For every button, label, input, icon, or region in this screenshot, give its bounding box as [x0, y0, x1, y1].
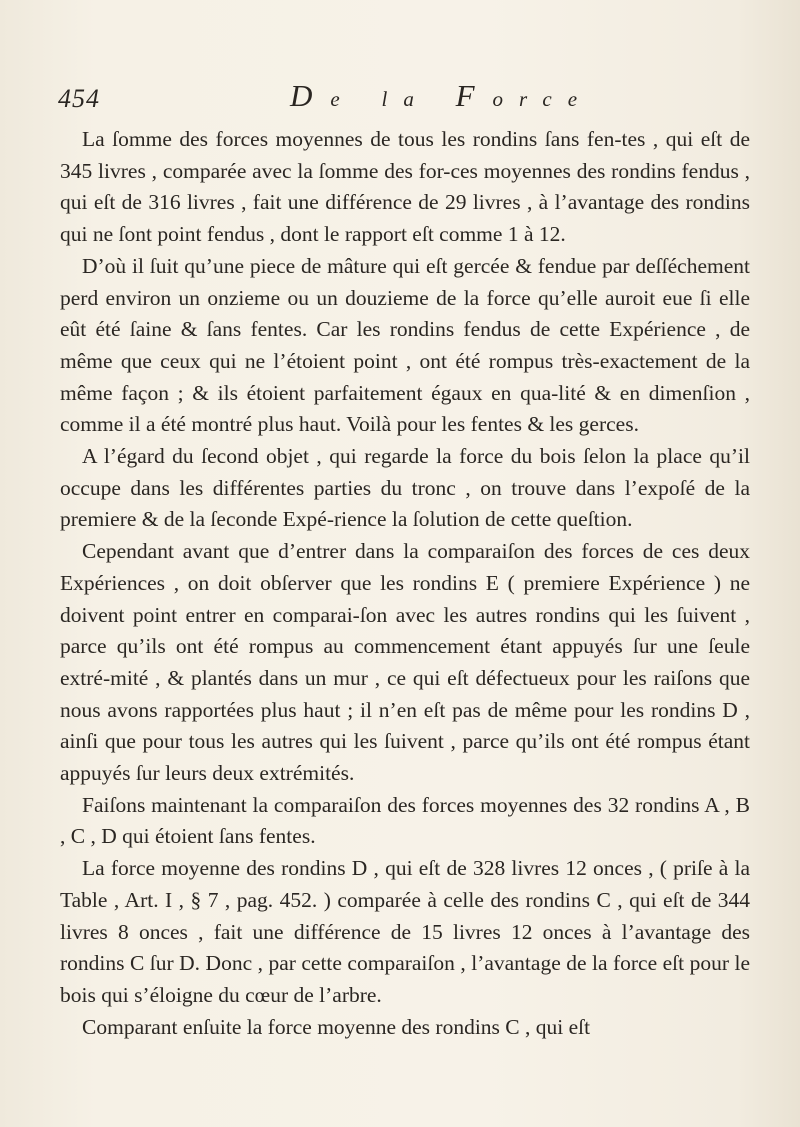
paragraph: D’où il ſuit qu’une piece de mâture qui eſt gercée & fendue par deſſéchement perd environ un onzieme ou un douzieme de la force qu’elle auroit eue ſi elle eût été ſaine & ſans fentes. Car les rondins fendus de cette Expérience , de même que ceux qui ne l’étoient point , ont été rompus très-exactement de la même façon ; & ils étoient parfaitement égaux en qua-lité & en dimenſion , comme il a été montré plus haut. Voilà pour les fentes & les gerces. [60, 253, 750, 437]
body-text [60, 124, 750, 1043]
page-header [58, 78, 740, 118]
running-head-letter: F [455, 78, 493, 113]
paragraph: La ſomme des forces moyennes de tous les rondins ſans fen-tes , qui eſt de 345 livres , comparée avec la ſomme des for-ces moyennes des rondins fendus , qui eſt de 316 livres , fait une différence de 29 livres , à l’avantage des rondins qui ne ſont point fendus , dont le rapport eſt comme 1 à 12. [60, 127, 750, 247]
page-number: 454 [58, 84, 100, 113]
paragraph: Faiſons maintenant la comparaiſon des forces moyennes des 32 rondins A , B , C , D qui étoient ſans fentes. [60, 792, 750, 849]
paragraph: La force moyenne des rondins D , qui eſt de 328 livres 12 onces , ( priſe à la Table , Art. I , § 7 , pag. 452. ) comparée à celle des rondins C , qui eſt de 344 livres 8 onces , fait une différence de 15 livres 12 onces à l’avantage des rondins C ſur D. Donc , par cette comparaiſon , l’avantage de la force eſt pour le bois qui s’éloigne du cœur de l’arbre. [60, 856, 750, 1007]
paragraph: Cependant avant que d’entrer dans la comparaiſon des forces de ces deux Expériences , on doit obſerver que les rondins E ( premiere Expérience ) ne doivent point entrer en comparai-ſon avec les autres rondins qui les ſuivent , parce qu’ils ont été rompus au commencement étant appuyés ſur une ſeule extré-mité , & plantés dans un mur , ce qui eſt défectueux pour les raiſons que nous avons rapportées plus haut ; il n’en eſt pas de même pour les rondins D , ainſi que pour tous les autres qui les ſuivent , parce qu’ils ont été rompus étant appuyés ſur leurs deux extrémités. [60, 539, 750, 786]
running-head-letter: D [290, 78, 331, 113]
running-head-letter: e [330, 87, 356, 111]
running-head-letter: a [403, 87, 430, 111]
running-head-letter: r [519, 87, 543, 111]
running-head-letter: c [542, 87, 568, 111]
paragraph: A l’égard du ſecond objet , qui regarde la force du bois ſelon la place qu’il occupe dans les différentes parties du tronc , on trouve dans l’expoſé de la premiere & de la ſeconde Expé-rience la ſolution de cette queſtion. [60, 444, 750, 532]
paragraph: Comparant enſuite la force moyenne des rondins C , qui eſt [82, 1014, 591, 1039]
running-head-letter: l [381, 87, 404, 111]
running-head-letter: e [567, 87, 594, 111]
running-head-letter: o [492, 87, 519, 111]
running-head [290, 78, 593, 114]
